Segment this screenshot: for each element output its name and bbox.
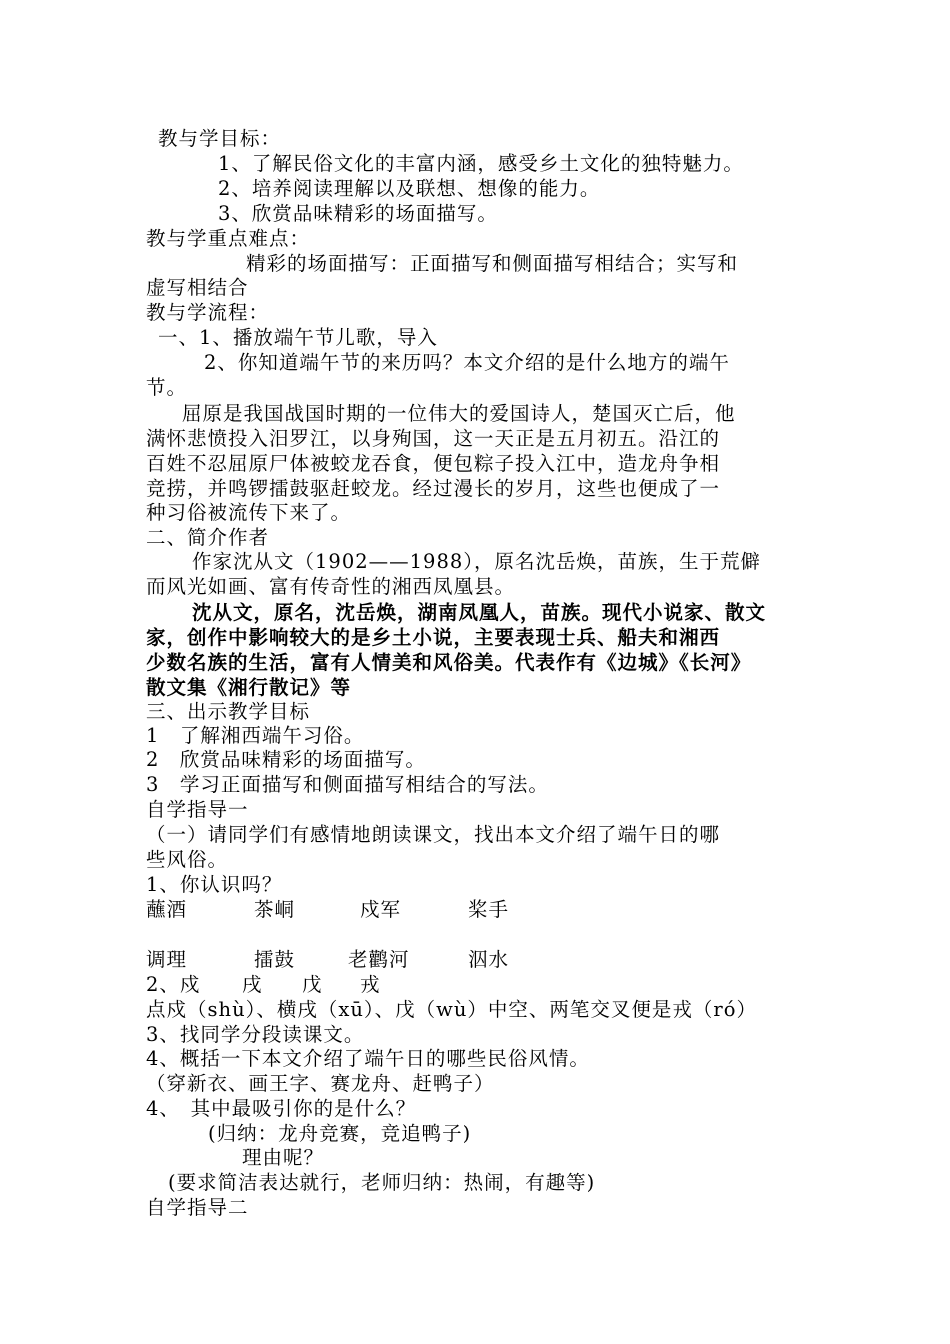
flow-step-1-1: 一、1、播放端午节儿歌，导入 [158, 326, 438, 349]
author-bold-line-1: 沈从文，原名，沈岳焕，湖南凤凰人，苗族。现代小说家、散文 [192, 601, 767, 624]
heading-self-study-2: 自学指导二 [146, 1196, 249, 1219]
heading-author: 二、简介作者 [146, 526, 270, 549]
vocab-word: 老鹳河 [348, 948, 410, 971]
flow-step-1-2: 2、你知道端午节的来历吗？本文介绍的是什么地方的端午 [204, 351, 730, 374]
task-4b-summary: (归纳：龙舟竞赛，竞追鸭子) [208, 1122, 472, 1145]
goal-3: 3、欣赏品味精彩的场面描写。 [218, 202, 498, 225]
author-bold-line-4: 散文集《湘行散记》等 [146, 676, 352, 699]
vocab-word: 擂鼓 [254, 948, 296, 971]
key-point-line-2: 虚写相结合 [146, 276, 249, 299]
key-point-line-1: 精彩的场面描写：正面描写和侧面描写相结合；实写和 [246, 252, 739, 275]
author-bold-line-3: 少数名族的生活，富有人情美和风俗美。代表作有《边城》《长河》 [146, 651, 752, 674]
quyuan-para-line-3: 百姓不忍屈原尸体被蛟龙吞食，便包粽子投入江中，造龙舟争相 [146, 452, 721, 475]
author-para-line-2: 而风光如画、富有传奇性的湘西凤凰县。 [146, 575, 516, 598]
vocab-question: 1、你认识吗？ [146, 873, 283, 896]
teaching-goal-3: 3 学习正面描写和侧面描写相结合的写法。 [146, 773, 549, 796]
task-3: 3、找同学分段读课文。 [146, 1023, 365, 1046]
heading-key-points: 教与学重点难点： [146, 227, 311, 250]
char-compare: 2、戍 [146, 973, 201, 996]
goal-1: 1、了解民俗文化的丰富内涵，感受乡土文化的独特魅力。 [218, 152, 744, 175]
vocab-word: 蘸酒 [146, 898, 188, 921]
vocab-word: 戍军 [360, 898, 402, 921]
char-explanation: 点戍（shù）、横戌（xū）、戊（wù）中空、两笔交叉便是戎（ró） [146, 998, 757, 1021]
self-study-1-line-1: （一）请同学们有感情地朗读课文，找出本文介绍了端午日的哪 [146, 823, 721, 846]
self-study-1-line-2: 些风俗。 [146, 848, 229, 871]
flow-step-1-2-cont: 节。 [146, 376, 188, 399]
char-compare: 戊 [302, 973, 323, 996]
vocab-word: 茶峒 [254, 898, 296, 921]
vocab-word: 调理 [146, 948, 188, 971]
author-bold-line-2: 家，创作中影响较大的是乡土小说，主要表现士兵、船夫和湘西 [146, 626, 721, 649]
quyuan-para-line-1: 屈原是我国战国时期的一位伟大的爱国诗人，楚国灭亡后，他 [182, 402, 736, 425]
task-4-answer: （穿新衣、画王字、赛龙舟、赶鸭子） [146, 1072, 495, 1095]
task-4: 4、概括一下本文介绍了端午日的哪些民俗风情。 [146, 1047, 590, 1070]
quyuan-para-line-4: 竞捞，并鸣锣擂鼓驱赶蛟龙。经过漫长的岁月，这些也便成了一 [146, 477, 721, 500]
char-compare: 戎 [360, 973, 381, 996]
author-para-line-1: 作家沈从文（1902——1988），原名沈岳焕，苗族，生于荒僻 [192, 550, 762, 573]
task-4b-reason: 理由呢？ [242, 1146, 325, 1169]
task-4b: 4、 其中最吸引你的是什么？ [146, 1097, 417, 1120]
teaching-goal-2: 2 欣赏品味精彩的场面描写。 [146, 748, 426, 771]
heading-goals: 教与学目标： [158, 127, 282, 150]
goal-2: 2、培养阅读理解以及联想、想像的能力。 [218, 177, 601, 200]
heading-self-study-1: 自学指导一 [146, 798, 249, 821]
task-4b-note: (要求简洁表达就行，老师归纳：热闹，有趣等) [168, 1171, 596, 1194]
quyuan-para-line-5: 种习俗被流传下来了。 [146, 501, 352, 524]
teaching-goal-1: 1 了解湘西端午习俗。 [146, 724, 365, 747]
char-compare: 戌 [242, 973, 263, 996]
heading-flow: 教与学流程： [146, 301, 270, 324]
quyuan-para-line-2: 满怀悲愤投入汨罗江，以身殉国，这一天正是五月初五。沿江的 [146, 427, 721, 450]
heading-teaching-goals: 三、出示教学目标 [146, 700, 311, 723]
vocab-word: 桨手 [468, 898, 510, 921]
vocab-word: 泅水 [468, 948, 510, 971]
